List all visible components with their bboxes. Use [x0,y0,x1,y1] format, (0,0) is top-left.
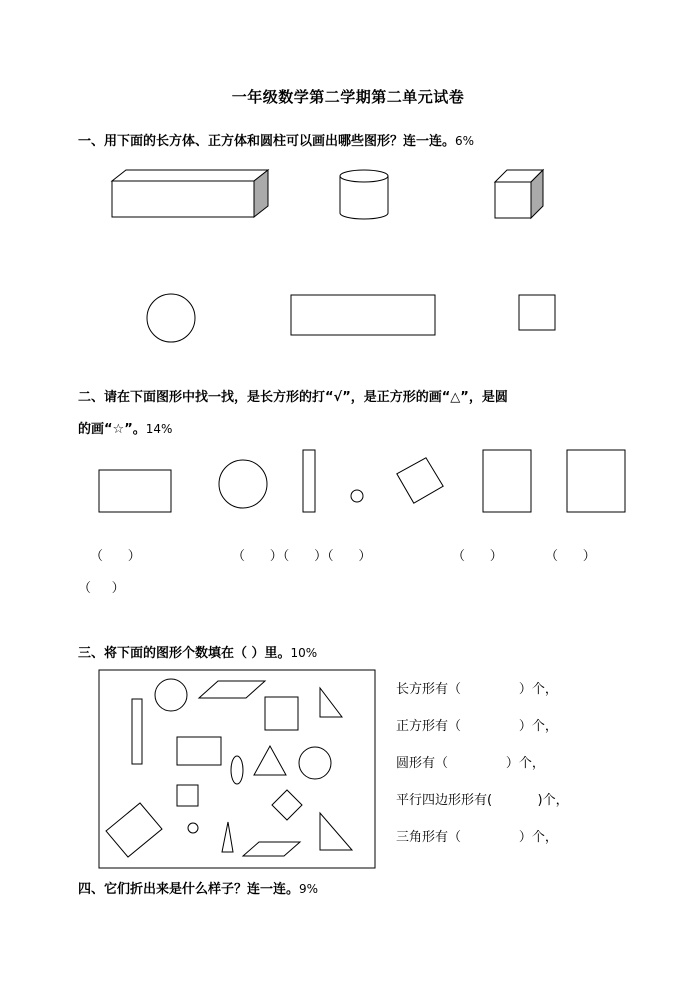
question-2 [78,386,508,405]
square-shape [519,295,555,330]
q3-parallelogram-1 [199,681,265,698]
page-title: 一年级数学第二学期第二单元试卷 [231,88,465,106]
count-circle[interactable]: 圆形有（ ）个， [396,756,545,771]
q3-shape-box [99,670,375,868]
q3-ellipse [231,756,243,784]
question-1-score: 6% [455,134,475,148]
question-4-text: 四、它们折出来是什么样子？连一连。 [78,882,300,897]
q2-thin-rectangle [303,450,315,512]
q3-tilted-square [272,790,302,820]
question-3-score: 10% [290,646,318,660]
q2-rectangle [99,470,171,512]
answer-blank-6[interactable]: （ ） [545,549,596,564]
q3-circle-1 [155,679,187,711]
question-4 [78,878,318,897]
q3-circle-2 [299,747,331,779]
answer-blank-7[interactable]: （ ） [78,581,125,596]
question-1-text: 一、用下面的长方体、正方体和圆柱可以画出哪些图形？连一连。 [78,134,456,149]
count-rectangle[interactable]: 长方形有（ ）个， [396,682,558,697]
q2-tilted-square [391,452,450,510]
q2-tall-rectangle [483,450,531,512]
question-2-line1: 二、请在下面图形中找一找，是长方形的打“√”，是正方形的画“△”，是圆 [78,390,508,405]
q3-square-2 [177,785,198,806]
rectangle-shape [291,295,435,335]
q3-vertical-rectangle [132,699,142,764]
q2-circle-small [351,490,363,502]
cuboid-figure [112,170,268,217]
count-triangle[interactable]: 三角形有（ ）个， [396,830,558,845]
answer-blank-5[interactable]: （ ） [452,549,503,564]
q3-triangle-3 [222,822,233,852]
circle-shape [147,294,195,342]
q2-circle-large [219,460,267,508]
question-2-cont [78,418,172,437]
q3-triangle-1 [320,688,342,717]
answer-blank-1[interactable]: （ ） [90,549,141,564]
question-2-line2: 的画“☆”。 [78,422,146,437]
q2-square [567,450,625,512]
question-4-score: 9% [299,882,319,896]
count-square[interactable]: 正方形有（ ）个， [396,719,558,734]
question-2-score: 14% [145,422,173,436]
q3-parallelogram-2 [243,842,300,856]
q3-square-1 [265,697,298,730]
q3-triangle-4 [320,813,352,850]
question-3 [78,642,317,661]
question-3-text: 三、将下面的图形个数填在（ ）里。 [78,646,291,661]
q3-circle-3 [188,823,198,833]
count-parallelogram[interactable]: 平行四边形形有( )个， [396,793,569,808]
cube-figure [495,170,543,218]
cylinder-figure [340,170,388,219]
q3-rectangle-1 [177,737,221,765]
q3-triangle-2 [254,746,286,775]
q3-tilted-rectangle [106,803,162,857]
answer-blank-2-3-4[interactable]: （ ）（ ）（ ） [232,549,372,564]
